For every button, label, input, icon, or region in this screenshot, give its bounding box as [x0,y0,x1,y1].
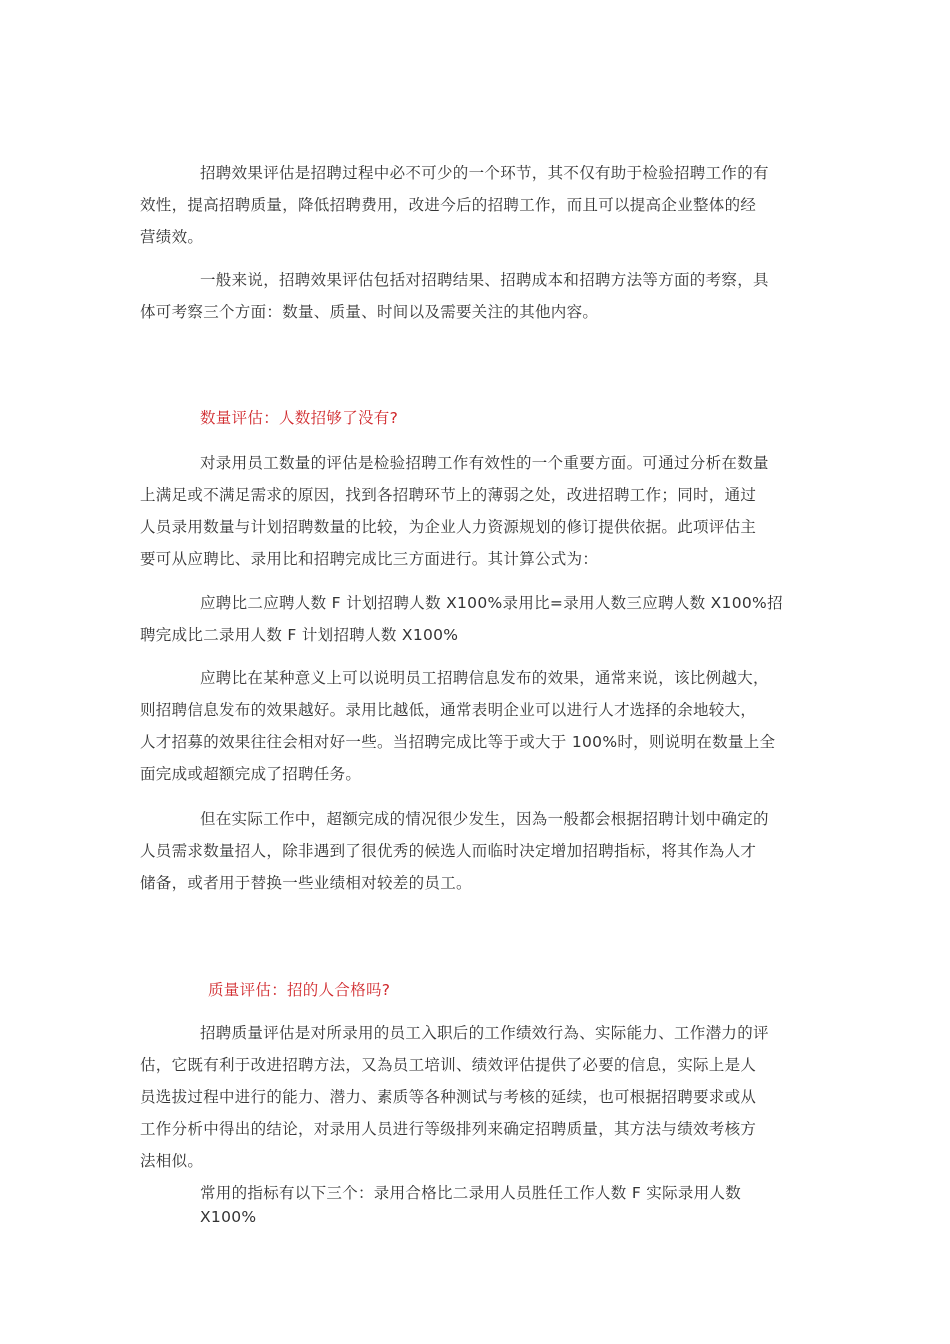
paragraph-line: 估，它既有利于改进招聘方法，又為员工培训、绩效评估提供了必要的信息，实际上是人 [140,1056,757,1074]
paragraph-line: 应聘比在某种意义上可以说明员工招聘信息发布的效果，通常来说，该比例越大， [200,669,769,687]
section-heading-text: 数量评估：人数招够了没有? [200,409,399,427]
quality-paragraph-2 [140,1181,816,1229]
formula-line: 聘完成比二录用人数 F 计划招聘人数 X100% [140,626,459,644]
paragraph-line: 人员录用数量与计划招聘数量的比较，为企业人力资源规划的修订提供依据。此项评估主 [140,518,757,536]
paragraph-line: 招聘质量评估是对所录用的员工入职后的工作绩效行為、实际能力、工作潜力的评 [200,1024,769,1042]
paragraph-line: X100% [200,1208,257,1226]
quantity-paragraph-1 [140,447,816,575]
paragraph-line: 但在实际工作中，超额完成的情况很少发生，因為一般都会根据招聘计划中确定的 [200,810,769,828]
paragraph-line: 常用的指标有以下三个：录用合格比二录用人员胜任工作人数 F 实际录用人数 [200,1184,742,1202]
paragraph-line: 效性，提高招聘质量，降低招聘费用，改进今后的招聘工作，而且可以提高企业整体的经 [140,196,757,214]
paragraph-line: 营绩效。 [140,228,204,246]
paragraph-line: 法相似。 [140,1152,204,1170]
paragraph-line: 则招聘信息发布的效果越好。录用比越低，通常表明企业可以进行人才选择的余地较大， [140,701,757,719]
paragraph-line: 面完成或超额完成了招聘任务。 [140,765,362,783]
paragraph-line: 人才招募的效果往往会相对好一些。当招聘完成比等于或大于 100%时，则说明在数量上全 [140,733,776,751]
section-heading-text: 质量评估：招的人合格吗? [208,981,391,999]
quantity-paragraph-2 [140,662,816,790]
quality-section-heading [140,974,816,1006]
paragraph-line: 对录用员工数量的评估是检验招聘工作有效性的一个重要方面。可通过分析在数量 [200,454,769,472]
paragraph-line: 员选拔过程中进行的能力、潜力、素质等各种测试与考核的延续，也可根据招聘要求或从 [140,1088,757,1106]
quantity-formula-paragraph [140,587,816,651]
quantity-section-heading [140,402,816,434]
paragraph-line: 体可考察三个方面：数量、质量、时间以及需要关注的其他内容。 [140,303,599,321]
paragraph-line: 上满足或不满足需求的原因，找到各招聘环节上的薄弱之处，改进招聘工作；同时，通过 [140,486,757,504]
paragraph-line: 一般来说，招聘效果评估包括对招聘结果、招聘成本和招聘方法等方面的考察，具 [200,271,769,289]
paragraph-line: 人员需求数量招人，除非遇到了很优秀的候选人而临时决定增加招聘指标，将其作為人才 [140,842,757,860]
paragraph-line: 招聘效果评估是招聘过程中必不可少的一个环节，其不仅有助于检验招聘工作的有 [200,164,769,182]
intro-paragraph-1 [140,157,816,253]
paragraph-line: 要可从应聘比、录用比和招聘完成比三方面进行。其计算公式为： [140,550,599,568]
quantity-paragraph-3 [140,803,816,899]
intro-paragraph-2 [140,264,816,328]
paragraph-line: 储备，或者用于替换一些业绩相对较差的员工。 [140,874,472,892]
quality-paragraph-1 [140,1017,816,1177]
formula-line: 应聘比二应聘人数 F 计划招聘人数 X100%录用比=录用人数三应聘人数 X100%招 [200,594,783,612]
paragraph-line: 工作分析中得出的结论，对录用人员进行等级排列来确定招聘质量，其方法与绩效考核方 [140,1120,757,1138]
